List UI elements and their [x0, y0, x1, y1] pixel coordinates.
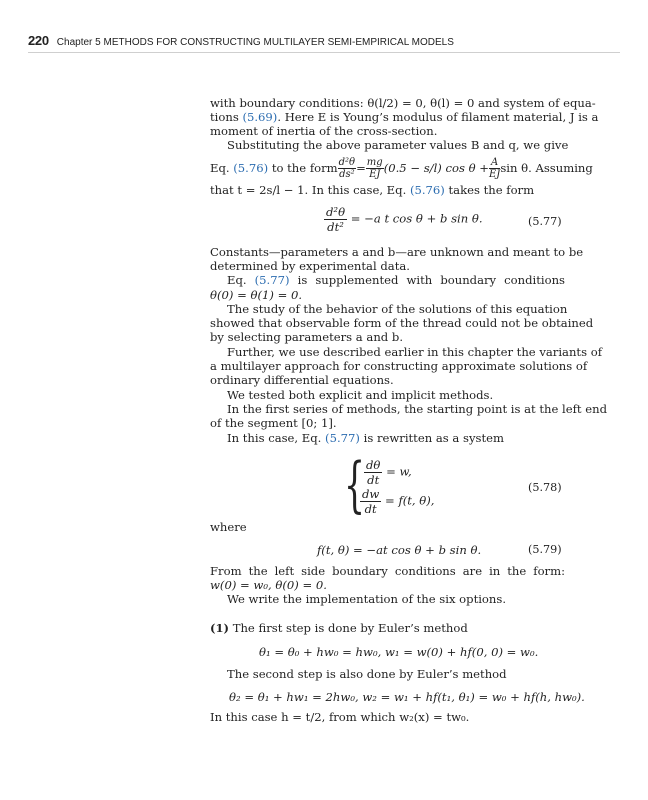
page-number: 220 — [28, 33, 49, 48]
text-line: showed that observable form of the thread could not be obtained — [210, 316, 594, 330]
text-line: Substituting the above parameter values B and q, we give — [227, 138, 569, 152]
text-line: We tested both explicit and implicit methods. — [227, 388, 494, 402]
equation-number: (5.78) — [528, 481, 562, 494]
text-line-with-inline-equation: Eq. (5.76) to the form $\frac{\text{d²θ}}{\text{ds²}}$ = $\frac{mg}{EJ}$ (0.5 − s/l) cos θ + $\frac{A}{EJ}$ sin θ. Assuming — [210, 156, 593, 180]
euler-step-2-equation: θ₂ = θ₁ + hw₁ = 2hw₀, w₂ = w₁ + hf(t₁, θ₁) = w₀ + hf(h, hw₀). — [229, 690, 585, 704]
chapter-title: Chapter 5 METHODS FOR CONSTRUCTING MULTILAYER SEMI-EMPIRICAL MODELS — [56, 37, 454, 48]
text-line: Constants—parameters a and b—are unknown and meant to be — [210, 245, 584, 259]
text-line: a multilayer approach for constructing approximate solutions of — [210, 359, 588, 373]
text-line: where — [210, 520, 247, 534]
text-line: with boundary conditions: θ(l/2) = 0, θ(l) = 0 and system of equa- — [210, 96, 596, 110]
text-line: In this case h = t/2, from which w₂(x) = tw₀. — [210, 710, 470, 724]
header-rule — [28, 52, 620, 53]
equation-reference-link[interactable]: (5.77) — [254, 273, 290, 287]
equation-number: (5.77) — [528, 215, 562, 228]
equation-5-79: f(t, θ) = −at cos θ + b sin θ. — [317, 543, 482, 557]
text-line: Eq. (5.77) is supplemented with boundary conditions — [227, 273, 565, 287]
text-line: that t = 2s/l − 1. In this case, Eq. (5.76) takes the form — [210, 183, 535, 197]
equation-reference-link[interactable]: (5.76) — [409, 183, 445, 197]
equation-reference-link[interactable]: (5.77) — [325, 431, 360, 445]
text-line: The second step is also done by Euler’s method — [227, 667, 507, 681]
text-line: From the left side boundary conditions are in the form: — [210, 564, 565, 578]
text-line: by selecting parameters a and b. — [210, 330, 404, 344]
inline-fraction: $\frac{\text{d²θ}}{\text{ds²}}$ — [338, 156, 356, 180]
equation-5-77: $\frac{\text{d²θ}}{\text{dt²}}$ = −a t cos θ + b sin θ. — [326, 205, 483, 234]
fraction: $\frac{\text{d²θ}}{\text{dt²}}$ — [326, 205, 346, 234]
equation-5-78-row-1: $\frac{d\theta}{dt}$ = w, — [366, 458, 412, 487]
text-line: θ(0) = θ(1) = 0. — [210, 288, 303, 302]
text-line: determined by experimental data. — [210, 259, 410, 273]
euler-step-1-equation: θ₁ = θ₀ + hw₀ = hw₀, w₁ = w(0) + hf(0, 0) = w₀. — [259, 645, 539, 659]
text-line: In the first series of methods, the starting point is at the left end — [227, 402, 608, 416]
text-line: ordinary differential equations. — [210, 373, 394, 387]
text-line: w(0) = w₀, θ(0) = 0. — [210, 578, 327, 592]
text-line: of the segment [0; 1]. — [210, 416, 337, 430]
inline-fraction: $\frac{mg}{EJ}$ — [366, 156, 383, 180]
text-line: In this case, Eq. (5.77) is rewritten as a system — [227, 431, 504, 445]
left-brace: { — [344, 450, 366, 520]
equation-reference-link[interactable]: (5.76) — [233, 161, 269, 175]
inline-fraction: $\frac{A}{EJ}$ — [489, 156, 501, 180]
text-line: tions (5.69). Here E is Young’s modulus of filament material, J is a — [210, 110, 599, 124]
running-head — [28, 33, 620, 48]
text-line: The study of the behavior of the solutions of this equation — [227, 302, 568, 316]
text-line: Further, we use described earlier in this chapter the variants of — [227, 345, 602, 359]
option-heading: (1) The first step is done by Euler’s method — [210, 621, 468, 635]
equation-number: (5.79) — [528, 543, 562, 556]
equation-5-78-row-2: $\frac{dw}{dt}$ = f(t, θ), — [362, 487, 435, 516]
equation-reference-link[interactable]: (5.69) — [242, 110, 278, 124]
text-line: We write the implementation of the six options. — [227, 592, 507, 606]
text-line: moment of inertia of the cross-section. — [210, 124, 438, 138]
